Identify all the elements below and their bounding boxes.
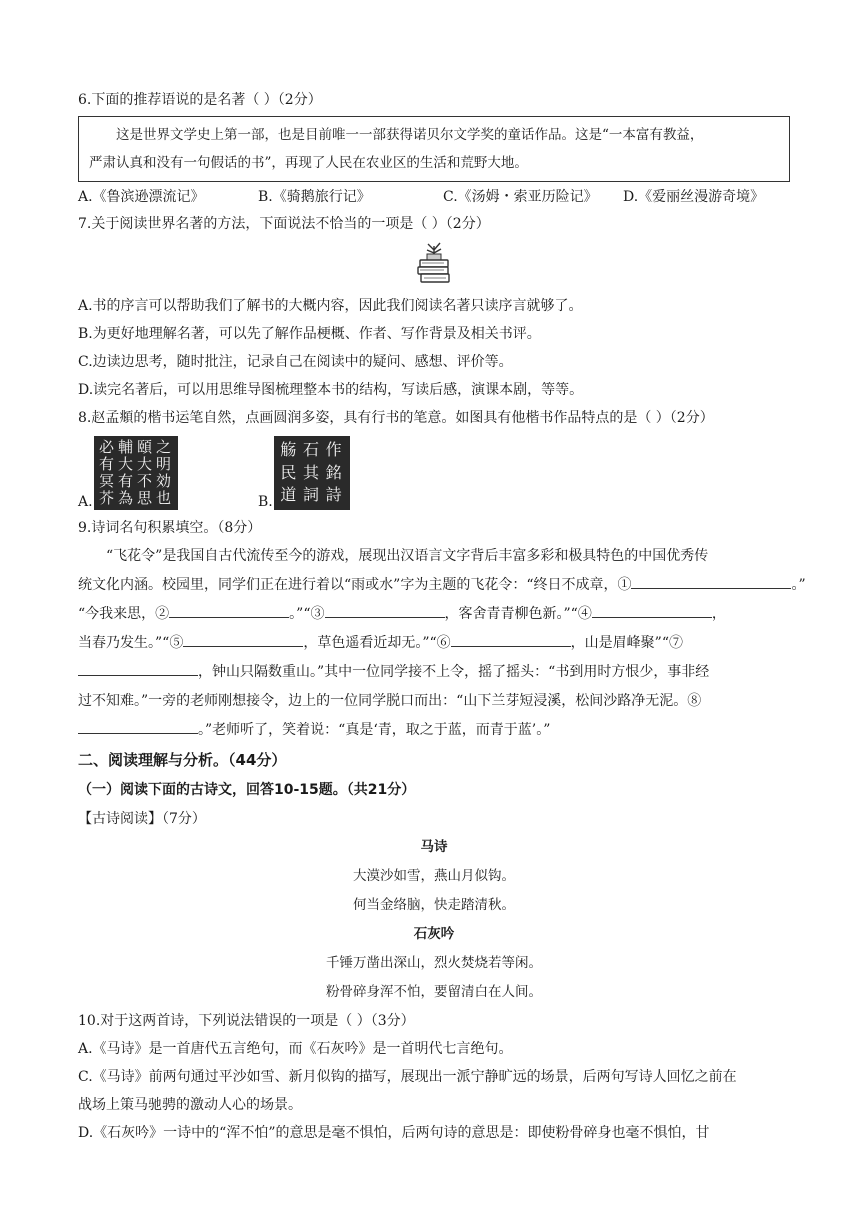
q6-option-a: A.《鲁滨逊漂流记》 — [78, 189, 205, 205]
q9-para-line7 — [78, 716, 790, 745]
calligraphy-glyph: 詞 — [302, 485, 321, 505]
q7-option-d: D.读完名著后，可以用思维导图梳理整本书的结构，写读后感，演课本剧，等等。 — [78, 382, 584, 398]
q8-label-b: B. — [258, 494, 273, 510]
calligraphy-glyph: 不 — [136, 472, 154, 490]
calligraphy-glyph: 思 — [136, 489, 154, 507]
q9-para-line2 — [78, 571, 806, 600]
q10-option-c-line1: C.《马诗》前两句通过平沙如雪、新月似钩的描写，展现出一派宁静旷远的场景，后两句写诗人回忆之前在 — [78, 1069, 737, 1085]
poem-line: 千锤万凿出深山，烈火焚烧若等闲。 — [326, 955, 542, 971]
calligraphy-glyph: 大 — [117, 455, 135, 473]
calligraphy-glyph: 冥 — [98, 472, 116, 490]
calligraphy-glyph: 大 — [136, 455, 154, 473]
poem-title: 马诗 — [420, 839, 448, 855]
q6-box-line2: 严肃认真和没有一句假话的书”，再现了人民在农业区的生活和荒野大地。 — [89, 155, 528, 171]
calligraphy-glyph: 為 — [117, 489, 135, 507]
q9-text: 当春乃发生。”“⑤ — [78, 635, 184, 651]
q10-option-a: A.《马诗》是一首唐代五言绝句，而《石灰吟》是一首明代七言绝句。 — [78, 1041, 513, 1057]
q9-text: 。” — [791, 577, 806, 593]
calligraphy-glyph: 芥 — [98, 489, 116, 507]
q9-para-line6: 过不知难。”一旁的老师刚想接令，边上的一位同学脱口而出：“山下兰芽短浸溪，松间沙路净无泥。⑧ — [78, 693, 702, 709]
q9-text: 统文化内涵。校园里，同学们正在进行着以“雨或水”字为主题的飞花令：“终日不成章，① — [78, 577, 632, 593]
q9-text: ，草色遥看近却无。”“⑥ — [303, 635, 451, 651]
calligraphy-glyph: 石 — [302, 440, 321, 459]
calligraphy-glyph: 効 — [155, 472, 173, 490]
q6-option-d: D.《爱丽丝漫游奇境》 — [623, 189, 765, 205]
calligraphy-glyph: 必 — [98, 438, 116, 456]
calligraphy-glyph: 有 — [117, 472, 135, 490]
q6-option-c: C.《汤姆・索亚历险记》 — [443, 189, 598, 205]
q9-stem: 9.诗词名句积累填空。（8分） — [78, 520, 262, 536]
q10-option-d-line1: D.《石灰吟》一诗中的“浑不怕”的意思是毫不惧怕，后两句诗的意思是：即使粉骨碎身也毫不惧怕，甘 — [78, 1125, 710, 1141]
blank-6[interactable] — [451, 630, 571, 647]
calligraphy-sample-b — [274, 436, 350, 510]
calligraphy-glyph: 其 — [302, 462, 321, 482]
q7-option-b: B.为更好地理解名著，可以先了解作品梗概、作者、写作背景及相关书评。 — [78, 326, 541, 342]
calligraphy-glyph: 道 — [280, 485, 299, 505]
q9-text: “今我来思，② — [78, 606, 170, 622]
q9-text: 。”老师听了，笑着说：“真是‘青，取之于蓝，而青于蓝’。” — [198, 722, 551, 738]
q9-para-line5 — [78, 658, 790, 687]
q7-stem: 7.关于阅读世界名著的方法，下面说法不恰当的一项是（ ）（2分） — [78, 216, 490, 232]
section-2-title: 二、阅读理解与分析。（44分） — [78, 751, 287, 769]
calligraphy-glyph: 之 — [155, 438, 173, 456]
poem-line: 何当金络脑，快走踏清秋。 — [353, 897, 515, 913]
q8-figures — [78, 432, 790, 514]
q6-option-b: B.《骑鹅旅行记》 — [258, 189, 371, 205]
blank-3[interactable] — [325, 601, 445, 618]
calligraphy-glyph: 明 — [155, 455, 173, 473]
q7-option-a: A.书的序言可以帮助我们了解书的大概内容，因此我们阅读名著只读序言就够了。 — [78, 298, 583, 314]
q9-para-line1: “飞花令”是我国自古代流传至今的游戏，展现出汉语言文字背后丰富多彩和极具特色的中国优秀传 — [106, 548, 709, 564]
calligraphy-glyph: 有 — [98, 455, 116, 473]
calligraphy-glyph: 銘 — [325, 462, 344, 482]
exam-page — [78, 86, 806, 1147]
calligraphy-glyph: 作 — [325, 440, 344, 459]
books-with-plant-icon — [414, 240, 454, 286]
q9-text: ， — [711, 606, 726, 622]
poem-line: 大漠沙如雪，燕山月似钩。 — [353, 868, 515, 884]
blank-5[interactable] — [183, 630, 303, 647]
calligraphy-glyph: 民 — [280, 462, 299, 482]
calligraphy-glyph: 觞 — [280, 440, 299, 459]
q6-recommendation-box — [78, 116, 790, 182]
q9-text: ，山是眉峰聚”“⑦ — [570, 635, 683, 651]
calligraphy-sample-a — [94, 436, 178, 510]
calligraphy-glyph: 輔 — [117, 438, 135, 456]
poetry-reading-label: 【古诗阅读】（7分） — [78, 811, 206, 827]
q8-label-a: A. — [78, 494, 93, 510]
q6-options — [78, 184, 790, 210]
calligraphy-glyph: 詩 — [325, 485, 344, 505]
q6-stem: 6.下面的推荐语说的是名著（ ）（2分） — [78, 92, 322, 108]
calligraphy-glyph: 頤 — [136, 438, 154, 456]
q9-text: ，钟山只隔数重山。”其中一位同学接不上令，摇了摇头：“书到用时方恨少，事非经 — [198, 664, 710, 680]
q6-box-line1: 这是世界文学史上第一部，也是目前唯一一部获得诺贝尔文学奖的童话作品。这是“一本富有教益， — [116, 127, 704, 143]
q9-text: ，客舍青青柳色新。”“④ — [444, 606, 592, 622]
poem-line: 粉骨碎身浑不怕，要留清白在人间。 — [326, 984, 542, 1000]
q10-option-c-line2: 战场上策马驰骋的激动人心的场景。 — [78, 1097, 302, 1113]
section-2-subtitle: （一）阅读下面的古诗文，回答10-15题。（共21分） — [78, 782, 416, 798]
poem-title: 石灰吟 — [413, 926, 455, 942]
q9-text: 。”“③ — [289, 606, 325, 622]
blank-1[interactable] — [631, 572, 791, 589]
blank-7[interactable] — [78, 659, 198, 676]
q9-para-line3 — [78, 600, 790, 629]
q8-stem: 8.赵孟頫的楷书运笔自然，点画圆润多姿，具有行书的笔意。如图具有他楷书作品特点的是（ ）（2分） — [78, 410, 714, 426]
blank-4[interactable] — [592, 601, 712, 618]
q7-figure — [78, 238, 790, 292]
q10-stem: 10.对于这两首诗，下列说法错误的一项是（ ）（3分） — [78, 1013, 415, 1029]
blank-8[interactable] — [78, 717, 198, 734]
q7-option-c: C.边读边思考，随时批注，记录自己在阅读中的疑问、感想、评价等。 — [78, 354, 513, 370]
q9-para-line4 — [78, 629, 790, 658]
blank-2[interactable] — [169, 601, 289, 618]
calligraphy-glyph: 也 — [155, 489, 173, 507]
